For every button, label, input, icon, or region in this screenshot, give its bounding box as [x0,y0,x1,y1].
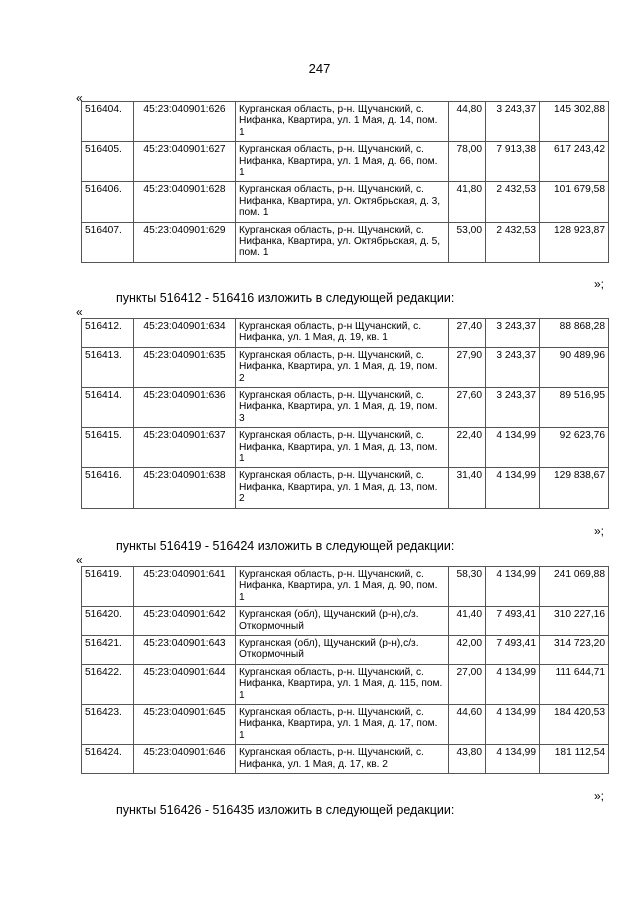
open-quote: « [76,305,83,319]
item-number-cell: 516404. [82,102,134,142]
address-cell: Курганская область, р-н. Щучанский, с. Нифанка, Квартира, ул. 1 Мая, д. 115, пом. 1 [236,664,449,704]
unit-price-cell: 2 432,53 [486,182,540,222]
total-value-cell: 89 516,95 [540,388,609,428]
cadastral-number-cell: 45:23:040901:638 [134,468,236,508]
table-row [82,705,609,745]
table-row [82,428,609,468]
item-number-cell: 516413. [82,347,134,387]
address-cell: Курганская область, р-н. Щучанский, с. Нифанка, Квартира, ул. 1 Мая, д. 14, пом. 1 [236,102,449,142]
area-cell: 44,60 [449,705,486,745]
open-quote: « [76,91,83,105]
unit-price-cell: 2 432,53 [486,222,540,262]
item-number-cell: 516414. [82,388,134,428]
area-cell: 44,80 [449,102,486,142]
area-cell: 27,40 [449,319,486,348]
area-cell: 27,60 [449,388,486,428]
item-number-cell: 516406. [82,182,134,222]
total-value-cell: 111 644,71 [540,664,609,704]
address-cell: Курганская область, р-н. Щучанский, с. Нифанка, Квартира, ул. 1 Мая, д. 19, пом. 3 [236,388,449,428]
item-number-cell: 516405. [82,142,134,182]
total-value-cell: 617 243,42 [540,142,609,182]
table-row [82,182,609,222]
total-value-cell: 129 838,67 [540,468,609,508]
cadastral-number-cell: 45:23:040901:641 [134,567,236,607]
total-value-cell: 181 112,54 [540,745,609,774]
cadastral-number-cell: 45:23:040901:646 [134,745,236,774]
table-row [82,745,609,774]
open-quote: « [76,553,83,567]
total-value-cell: 145 302,88 [540,102,609,142]
item-number-cell: 516415. [82,428,134,468]
instruction-text: пункты 516412 - 516416 изложить в следующей редакции: [116,291,455,305]
instruction-text: пункты 516419 - 516424 изложить в следующей редакции: [116,539,455,553]
item-number-cell: 516422. [82,664,134,704]
total-value-cell: 128 923,87 [540,222,609,262]
unit-price-cell: 4 134,99 [486,468,540,508]
cadastral-number-cell: 45:23:040901:626 [134,102,236,142]
cadastral-number-cell: 45:23:040901:629 [134,222,236,262]
item-number-cell: 516416. [82,468,134,508]
item-number-cell: 516423. [82,705,134,745]
cadastral-number-cell: 45:23:040901:635 [134,347,236,387]
item-number-cell: 516420. [82,607,134,636]
item-number-cell: 516412. [82,319,134,348]
unit-price-cell: 4 134,99 [486,705,540,745]
total-value-cell: 314 723,20 [540,636,609,665]
cadastral-number-cell: 45:23:040901:644 [134,664,236,704]
property-table-2 [81,318,609,509]
unit-price-cell: 7 913,38 [486,142,540,182]
address-cell: Курганская область, р-н. Щучанский, с. Нифанка, Квартира, ул. 1 Мая, д. 90, пом. 1 [236,567,449,607]
cadastral-number-cell: 45:23:040901:634 [134,319,236,348]
area-cell: 27,90 [449,347,486,387]
table-row [82,636,609,665]
area-cell: 58,30 [449,567,486,607]
table-row [82,664,609,704]
cadastral-number-cell: 45:23:040901:642 [134,607,236,636]
address-cell: Курганская область, р-н. Щучанский, с. Нифанка, Квартира, ул. 1 Мая, д. 13, пом. 2 [236,468,449,508]
total-value-cell: 88 868,28 [540,319,609,348]
total-value-cell: 101 679,58 [540,182,609,222]
unit-price-cell: 3 243,37 [486,347,540,387]
area-cell: 41,40 [449,607,486,636]
item-number-cell: 516407. [82,222,134,262]
table-row [82,142,609,182]
address-cell: Курганская (обл), Щучанский (р-н),с/з. Откормочный [236,607,449,636]
total-value-cell: 241 069,88 [540,567,609,607]
item-number-cell: 516424. [82,745,134,774]
address-cell: Курганская область, р-н. Щучанский, с. Нифанка, Квартира, ул. Октябрьская, д. 3, пом. 1 [236,182,449,222]
unit-price-cell: 4 134,99 [486,428,540,468]
area-cell: 27,00 [449,664,486,704]
table-row [82,319,609,348]
page-number: 247 [308,61,331,76]
address-cell: Курганская область, р-н. Щучанский, с. Нифанка, Квартира, ул. 1 Мая, д. 13, пом. 1 [236,428,449,468]
table-row [82,388,609,428]
area-cell: 78,00 [449,142,486,182]
area-cell: 42,00 [449,636,486,665]
table-row [82,347,609,387]
address-cell: Курганская область, р-н. Щучанский, с. Нифанка, Квартира, ул. 1 Мая, д. 17, пом. 1 [236,705,449,745]
unit-price-cell: 3 243,37 [486,319,540,348]
cadastral-number-cell: 45:23:040901:645 [134,705,236,745]
cadastral-number-cell: 45:23:040901:637 [134,428,236,468]
unit-price-cell: 3 243,37 [486,388,540,428]
unit-price-cell: 3 243,37 [486,102,540,142]
property-table-1 [81,101,609,263]
item-number-cell: 516419. [82,567,134,607]
cadastral-number-cell: 45:23:040901:628 [134,182,236,222]
unit-price-cell: 7 493,41 [486,636,540,665]
close-quote: »; [594,789,605,803]
unit-price-cell: 7 493,41 [486,607,540,636]
table-row [82,222,609,262]
address-cell: Курганская область, р-н. Щучанский, с. Нифанка, Квартира, ул. 1 Мая, д. 66, пом. 1 [236,142,449,182]
unit-price-cell: 4 134,99 [486,567,540,607]
address-cell: Курганская область, р-н Щучанский, с. Нифанка, ул. 1 Мая, д. 19, кв. 1 [236,319,449,348]
area-cell: 53,00 [449,222,486,262]
table-row [82,567,609,607]
table-row [82,468,609,508]
table-body [82,319,609,509]
total-value-cell: 310 227,16 [540,607,609,636]
property-table-3 [81,566,609,774]
address-cell: Курганская (обл), Щучанский (р-н),с/з. Откормочный [236,636,449,665]
total-value-cell: 90 489,96 [540,347,609,387]
area-cell: 43,80 [449,745,486,774]
table-row [82,607,609,636]
table-row [82,102,609,142]
total-value-cell: 92 623,76 [540,428,609,468]
instruction-text: пункты 516426 - 516435 изложить в следующей редакции: [116,803,455,817]
cadastral-number-cell: 45:23:040901:643 [134,636,236,665]
table-body [82,567,609,774]
table-body [82,102,609,263]
address-cell: Курганская область, р-н. Щучанский, с. Нифанка, ул. 1 Мая, д. 17, кв. 2 [236,745,449,774]
total-value-cell: 184 420,53 [540,705,609,745]
close-quote: »; [594,277,605,291]
unit-price-cell: 4 134,99 [486,745,540,774]
cadastral-number-cell: 45:23:040901:636 [134,388,236,428]
area-cell: 22,40 [449,428,486,468]
unit-price-cell: 4 134,99 [486,664,540,704]
area-cell: 31,40 [449,468,486,508]
item-number-cell: 516421. [82,636,134,665]
address-cell: Курганская область, р-н. Щучанский, с. Нифанка, Квартира, ул. Октябрьская, д. 5, пом. 1 [236,222,449,262]
area-cell: 41,80 [449,182,486,222]
close-quote: »; [594,524,605,538]
cadastral-number-cell: 45:23:040901:627 [134,142,236,182]
address-cell: Курганская область, р-н. Щучанский, с. Нифанка, Квартира, ул. 1 Мая, д. 19, пом. 2 [236,347,449,387]
